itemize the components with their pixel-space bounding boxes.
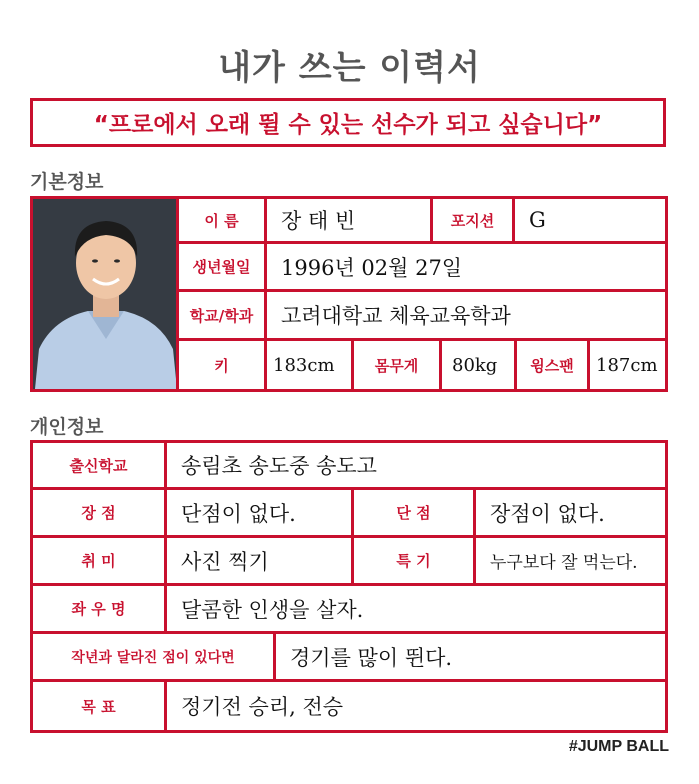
strength-value: 단점이 없다. (181, 501, 296, 526)
change-label: 작년과 달라진 점이 있다면 (33, 634, 276, 679)
hobby-label: 취 미 (33, 538, 167, 583)
basic-info-table (30, 196, 668, 392)
personal-info-table (30, 440, 668, 733)
change-value: 경기를 많이 뛴다. (290, 645, 453, 670)
weight-label: 몸무게 (354, 341, 442, 389)
weight-value: 80kg (452, 354, 498, 376)
weakness-label: 단 점 (354, 490, 476, 535)
strength-label: 장 점 (33, 490, 167, 535)
birth-value: 1996년 02월 27일 (281, 255, 463, 280)
height-value: 183cm (273, 354, 335, 376)
page-title: 내가 쓰는 이력서 (218, 48, 481, 88)
goal-label: 목 표 (33, 682, 167, 730)
motto-banner: “프로에서 오래 뛸 수 있는 선수가 되고 싶습니다” (30, 98, 666, 147)
wingspan-label: 윙스팬 (517, 341, 590, 389)
school-label: 학교/학과 (179, 292, 267, 338)
alma-value: 송림초 송도중 송도고 (181, 454, 377, 478)
life-motto-label: 좌 우 명 (33, 586, 167, 631)
basic-info-label: 기본정보 (30, 171, 104, 193)
player-photo-image (33, 199, 179, 389)
height-label: 키 (179, 341, 267, 389)
name-label: 이 름 (179, 199, 267, 241)
position-label: 포지션 (433, 199, 515, 241)
name-value: 장 태 빈 (281, 209, 356, 233)
personal-info-label: 개인정보 (30, 416, 104, 438)
goal-value: 정기전 승리, 전승 (181, 695, 344, 719)
life-motto-value: 달콤한 인생을 살자. (181, 597, 364, 622)
wingspan-value: 187cm (596, 354, 658, 376)
footer-tag: #JUMP BALL (568, 738, 669, 755)
player-photo (33, 199, 179, 389)
talent-value: 누구보다 잘 먹는다. (490, 553, 638, 573)
school-value: 고려대학교 체육교육학과 (281, 304, 511, 328)
hobby-value: 사진 찍기 (181, 549, 269, 574)
alma-label: 출신학교 (33, 443, 167, 487)
birth-label: 생년월일 (179, 244, 267, 289)
position-value: G (529, 208, 546, 232)
talent-label: 특 기 (354, 538, 476, 583)
weakness-value: 장점이 없다. (490, 501, 605, 526)
